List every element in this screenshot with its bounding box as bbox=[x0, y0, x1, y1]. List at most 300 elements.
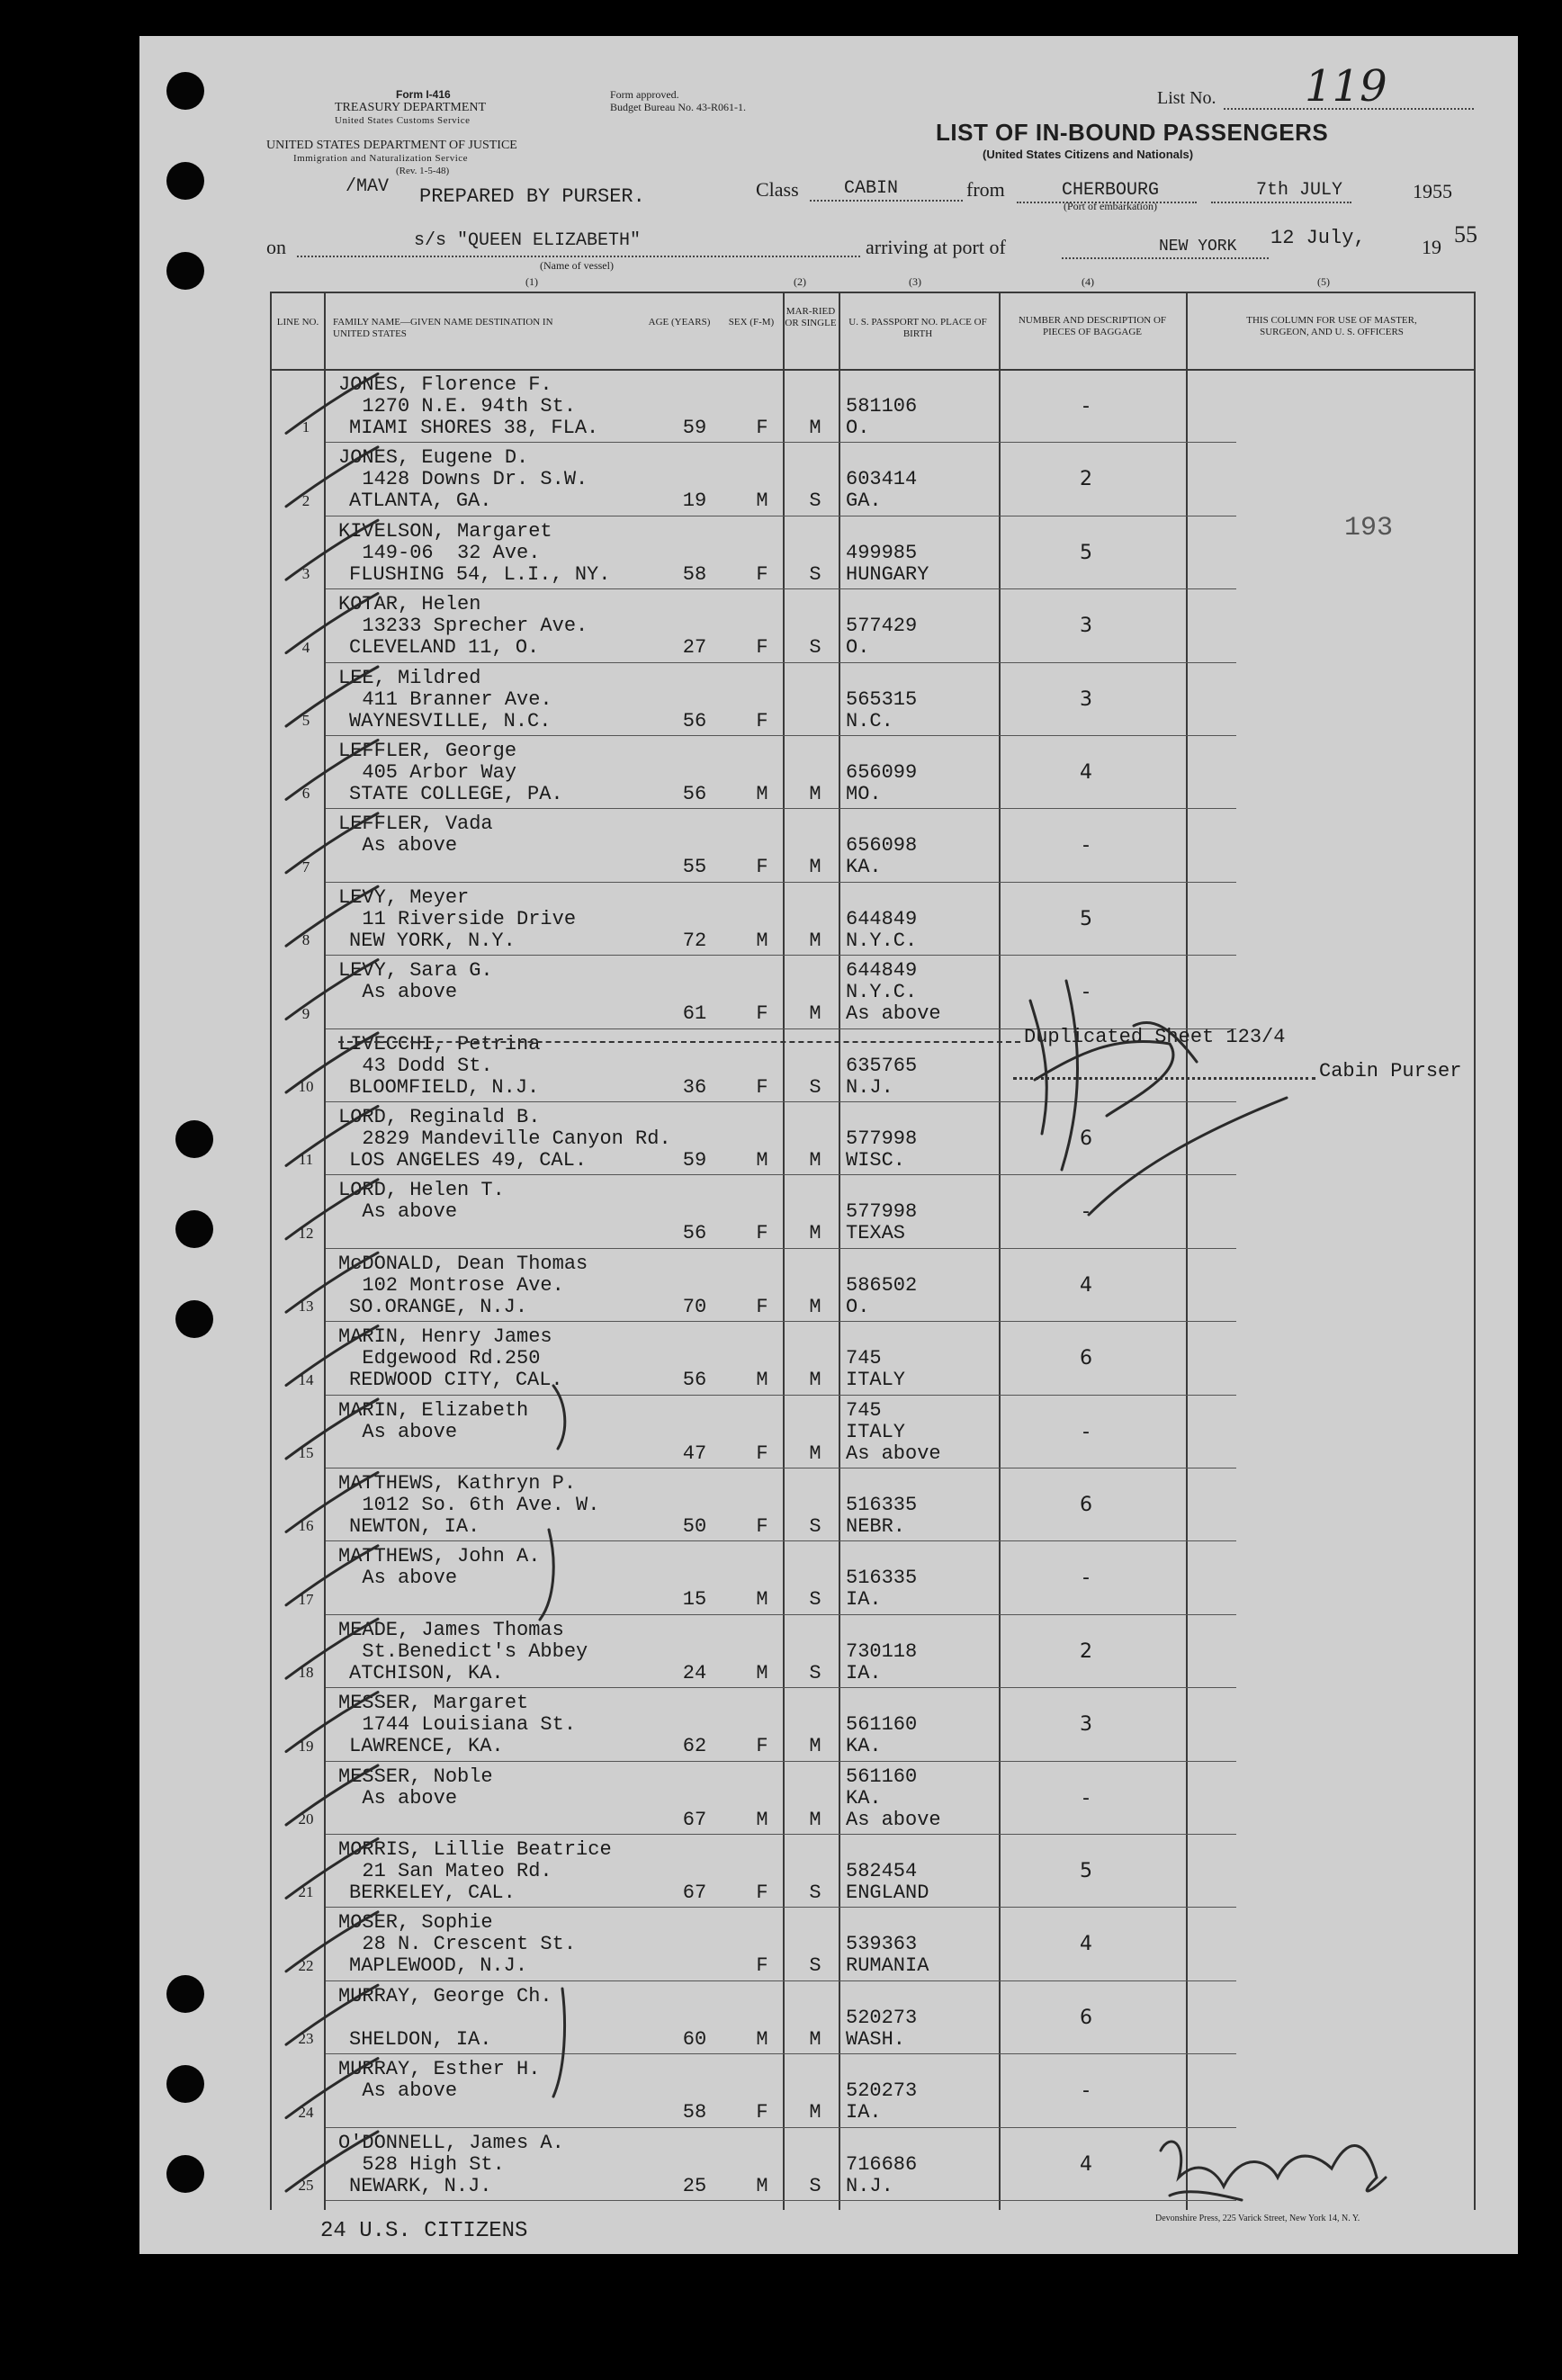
passenger-address: Edgewood Rd.250 bbox=[338, 1347, 541, 1370]
passenger-address: As above bbox=[338, 1420, 458, 1443]
baggage-cell: - bbox=[1082, 395, 1090, 418]
passport-number: 603414 bbox=[846, 468, 918, 491]
married-cell: S bbox=[809, 562, 821, 586]
line-number: 9 bbox=[301, 1004, 310, 1022]
customs-label: United States Customs Service bbox=[335, 115, 471, 126]
check-mark bbox=[286, 447, 378, 507]
header-name: FAMILY NAME—GIVEN NAME DESTINATION IN UNITED STATES bbox=[333, 317, 553, 339]
duplicate-note: Duplicated Sheet 123/4 bbox=[1024, 1025, 1286, 1048]
passport-number: 539363 bbox=[846, 1933, 918, 1956]
line-number: 8 bbox=[301, 931, 310, 949]
sex-cell: M bbox=[756, 489, 768, 513]
from-value: CHERBOURG bbox=[1062, 180, 1160, 201]
passport-number: 516335 bbox=[846, 1494, 918, 1516]
married-cell: M bbox=[809, 2027, 821, 2051]
married-cell: M bbox=[809, 1002, 821, 1026]
place-of-birth: HUNGARY bbox=[846, 562, 929, 586]
age-cell: 55 bbox=[682, 856, 707, 879]
age-cell: 56 bbox=[682, 1369, 707, 1392]
place-of-birth: WISC. bbox=[846, 1149, 906, 1172]
passenger-name: MATTHEWS, John A. bbox=[338, 1545, 541, 1568]
passenger-address: 405 Arbor Way bbox=[338, 761, 517, 784]
passport-number: 656098 bbox=[846, 834, 918, 858]
passport-number: 635765 bbox=[846, 1054, 918, 1077]
passport-number: 716686 bbox=[846, 2152, 918, 2176]
passenger-address: NEWTON, IA. bbox=[349, 1515, 480, 1538]
check-mark bbox=[286, 1912, 378, 1971]
passenger-address: As above bbox=[338, 981, 458, 1004]
list-no-value: 119 bbox=[1305, 61, 1387, 112]
line-number: 2 bbox=[301, 491, 310, 509]
line-number: 19 bbox=[298, 1737, 314, 1755]
place-of-birth: As above bbox=[846, 1441, 941, 1465]
passport-number: 499985 bbox=[846, 541, 918, 564]
passport-number: 577998 bbox=[846, 1200, 918, 1224]
column-number: (5) bbox=[1317, 275, 1330, 288]
baggage-cell: 6 bbox=[1080, 1127, 1092, 1150]
column-number: (4) bbox=[1082, 275, 1094, 288]
passenger-name: MURRAY, George Ch. bbox=[338, 1984, 552, 2007]
passenger-address: STATE COLLEGE, PA. bbox=[349, 783, 563, 805]
passenger-address: 102 Montrose Ave. bbox=[338, 1273, 564, 1297]
age-cell: 24 bbox=[682, 1661, 707, 1684]
passenger-address: REDWOOD CITY, CAL. bbox=[349, 1369, 563, 1392]
place-of-birth: NEBR. bbox=[846, 1515, 906, 1538]
passport-number: 516335 bbox=[846, 1567, 918, 1590]
sex-cell: F bbox=[756, 417, 768, 439]
passenger-name: MESSER, Margaret bbox=[338, 1692, 529, 1715]
age-cell: 56 bbox=[682, 709, 707, 732]
port-caption: (Port of embarkation) bbox=[1064, 200, 1157, 212]
passenger-name: KOTAR, Helen bbox=[338, 593, 481, 616]
check-mark bbox=[286, 520, 378, 579]
baggage-cell: - bbox=[1082, 981, 1090, 1004]
check-mark bbox=[286, 2132, 378, 2191]
passenger-address: CLEVELAND 11, O. bbox=[349, 636, 540, 660]
passport-number: 561160 bbox=[846, 1765, 918, 1788]
line-number: 5 bbox=[301, 711, 310, 729]
place-of-birth: RUMANIA bbox=[846, 1954, 929, 1978]
sex-cell: M bbox=[756, 1369, 768, 1392]
check-mark bbox=[286, 1619, 378, 1678]
age-cell: 59 bbox=[682, 417, 707, 439]
sex-cell: F bbox=[756, 1002, 768, 1026]
check-mark bbox=[286, 740, 378, 799]
baggage-cell: 3 bbox=[1080, 687, 1092, 711]
passenger-name: LEE, Mildred bbox=[338, 666, 481, 689]
check-mark bbox=[286, 2059, 378, 2118]
check-mark bbox=[286, 594, 378, 653]
baggage-cell: 4 bbox=[1080, 1933, 1092, 1956]
check-mark bbox=[286, 1472, 378, 1531]
passenger-address: 2829 Mandeville Canyon Rd. bbox=[338, 1127, 671, 1150]
column-number: (1) bbox=[525, 275, 538, 288]
place-of-birth: KA. bbox=[846, 1786, 882, 1810]
place-of-birth: MO. bbox=[846, 783, 882, 805]
age-cell: 67 bbox=[682, 1882, 707, 1904]
baggage-cell: 4 bbox=[1080, 761, 1092, 784]
line-number: 24 bbox=[298, 2103, 314, 2121]
line-number: 1 bbox=[301, 418, 310, 436]
sex-cell: F bbox=[756, 1735, 768, 1758]
place-of-birth: N.Y.C. bbox=[846, 981, 918, 1004]
passenger-name: McDONALD, Dean Thomas bbox=[338, 1252, 588, 1275]
sex-cell: F bbox=[756, 1954, 768, 1978]
header-age: AGE (YEARS) bbox=[648, 317, 711, 328]
place-of-birth: As above bbox=[846, 1808, 941, 1831]
passenger-address: 1270 N.E. 94th St. bbox=[338, 395, 577, 418]
departure-year: 1955 bbox=[1413, 180, 1452, 202]
sex-cell: M bbox=[756, 783, 768, 805]
passport-number: 581106 bbox=[846, 395, 918, 418]
line-number: 20 bbox=[298, 1810, 314, 1828]
justice-label: UNITED STATES DEPARTMENT OF JUSTICE bbox=[266, 139, 517, 152]
header-officers: THIS COLUMN FOR USE OF MASTER, SURGEON, AND U. S. OFFICERS bbox=[1246, 315, 1417, 337]
arrival-date: 12 July, bbox=[1270, 227, 1366, 249]
passenger-name: MEADE, James Thomas bbox=[338, 1618, 564, 1641]
place-of-birth: ITALY bbox=[846, 1369, 906, 1392]
sex-cell: M bbox=[756, 2027, 768, 2051]
passenger-address: St.Benedict's Abbey bbox=[338, 1639, 588, 1663]
line-number: 7 bbox=[301, 858, 310, 876]
married-cell: S bbox=[809, 1515, 821, 1538]
on-label: on bbox=[266, 236, 286, 258]
baggage-cell: 2 bbox=[1080, 1639, 1092, 1663]
passport-number: 561160 bbox=[846, 1713, 918, 1737]
treasury-label: TREASURY DEPARTMENT bbox=[335, 101, 487, 114]
passenger-address: 528 High St. bbox=[338, 2152, 505, 2176]
place-of-birth: N.J. bbox=[846, 2174, 893, 2197]
baggage-cell: - bbox=[1082, 1420, 1090, 1443]
check-mark bbox=[286, 1033, 378, 1092]
arrival-port: NEW YORK bbox=[1159, 238, 1237, 256]
check-mark bbox=[286, 1838, 378, 1898]
passenger-address: ATLANTA, GA. bbox=[349, 489, 492, 513]
married-cell: M bbox=[809, 1808, 821, 1831]
sex-cell: F bbox=[756, 1441, 768, 1465]
place-of-birth: GA. bbox=[846, 489, 882, 513]
from-label: from bbox=[966, 178, 1005, 201]
passenger-address: As above bbox=[338, 1200, 458, 1224]
check-mark bbox=[286, 1765, 378, 1825]
passenger-name: MARIN, Henry James bbox=[338, 1325, 552, 1349]
form-number: Form I-416 bbox=[396, 88, 451, 101]
line-number: 13 bbox=[298, 1298, 314, 1316]
sex-cell: F bbox=[756, 1075, 768, 1099]
baggage-cell: 5 bbox=[1080, 541, 1092, 564]
passport-number: 644849 bbox=[846, 907, 918, 930]
line-number: 15 bbox=[298, 1443, 314, 1461]
married-cell: M bbox=[809, 929, 821, 952]
purser-note: Cabin Purser bbox=[1319, 1059, 1462, 1082]
baggage-cell: 3 bbox=[1080, 1713, 1092, 1737]
departure-date: 7th JULY bbox=[1256, 180, 1343, 201]
prepared-by: PREPARED BY PURSER. bbox=[419, 185, 645, 208]
arriving-label: arriving at port of bbox=[866, 236, 1006, 258]
citizens-total: 24 U.S. CITIZENS bbox=[320, 2219, 528, 2243]
married-cell: M bbox=[809, 783, 821, 805]
married-cell: S bbox=[809, 489, 821, 513]
check-mark bbox=[286, 960, 378, 1019]
passenger-address: 1744 Louisiana St. bbox=[338, 1713, 577, 1737]
married-cell: S bbox=[809, 636, 821, 660]
married-cell: M bbox=[809, 2101, 821, 2124]
passenger-name: LEFFLER, George bbox=[338, 740, 517, 762]
age-cell: 50 bbox=[682, 1515, 707, 1538]
passenger-address: 149-06 32 Ave. bbox=[338, 541, 541, 564]
check-mark bbox=[286, 813, 378, 873]
place-of-birth: As above bbox=[846, 1002, 941, 1026]
line-number: 16 bbox=[298, 1517, 314, 1535]
married-cell: M bbox=[809, 1295, 821, 1318]
passport-number: 520273 bbox=[846, 2079, 918, 2103]
passenger-name: MATTHEWS, Kathryn P. bbox=[338, 1472, 577, 1495]
budget-bureau: Budget Bureau No. 43-R061-1. bbox=[610, 101, 746, 113]
age-cell: 56 bbox=[682, 783, 707, 805]
check-mark bbox=[286, 1106, 378, 1165]
age-cell: 61 bbox=[682, 1002, 707, 1026]
married-cell: M bbox=[809, 1222, 821, 1245]
check-mark bbox=[286, 1546, 378, 1605]
passport-number: 656099 bbox=[846, 761, 918, 784]
passenger-address: BLOOMFIELD, N.J. bbox=[349, 1075, 540, 1099]
passport-number: 745 bbox=[846, 1398, 882, 1422]
place-of-birth: N.C. bbox=[846, 709, 893, 732]
baggage-cell: 4 bbox=[1080, 1273, 1092, 1297]
revision: (Rev. 1-5-48) bbox=[396, 166, 450, 176]
passenger-address: LOS ANGELES 49, CAL. bbox=[349, 1149, 588, 1172]
passport-number: 730118 bbox=[846, 1639, 918, 1663]
place-of-birth: ITALY bbox=[846, 1420, 906, 1443]
place-of-birth: ENGLAND bbox=[846, 1882, 929, 1904]
passenger-name: O'DONNELL, James A. bbox=[338, 2131, 564, 2154]
age-cell: 72 bbox=[682, 929, 707, 952]
line-number: 23 bbox=[298, 2030, 314, 2048]
line-number: 17 bbox=[298, 1590, 314, 1608]
sex-cell: M bbox=[756, 929, 768, 952]
married-cell: S bbox=[809, 2174, 821, 2197]
line-number: 6 bbox=[301, 785, 310, 803]
age-cell: 60 bbox=[682, 2027, 707, 2051]
column-number: (2) bbox=[794, 275, 806, 288]
check-mark bbox=[286, 373, 378, 433]
married-cell: S bbox=[809, 1661, 821, 1684]
passenger-address: LAWRENCE, KA. bbox=[349, 1735, 504, 1758]
passenger-name: MESSER, Noble bbox=[338, 1765, 493, 1788]
passport-number: 644849 bbox=[846, 959, 918, 983]
vessel-name: s/s "QUEEN ELIZABETH" bbox=[414, 230, 642, 251]
vessel-caption: (Name of vessel) bbox=[540, 259, 614, 272]
place-of-birth: O. bbox=[846, 417, 870, 439]
age-cell: 47 bbox=[682, 1441, 707, 1465]
baggage-cell: 5 bbox=[1080, 1860, 1092, 1882]
passenger-name: JONES, Florence F. bbox=[338, 373, 552, 396]
check-mark bbox=[286, 1693, 378, 1752]
baggage-cell: - bbox=[1082, 1786, 1090, 1810]
passport-number: 565315 bbox=[846, 687, 918, 711]
passenger-name: MURRAY, Esther H. bbox=[338, 2058, 541, 2081]
baggage-cell: 4 bbox=[1080, 2152, 1092, 2176]
arrival-year-suffix: 55 bbox=[1454, 221, 1477, 247]
passenger-name: LIVECCHI, Petrina bbox=[338, 1032, 541, 1055]
passport-number: 582454 bbox=[846, 1860, 918, 1882]
passenger-address: As above bbox=[338, 2079, 458, 2103]
age-cell: 58 bbox=[682, 2101, 707, 2124]
passport-number: 577429 bbox=[846, 615, 918, 638]
line-number: 25 bbox=[298, 2176, 314, 2194]
age-cell: 36 bbox=[682, 1075, 707, 1099]
check-mark bbox=[286, 1399, 378, 1459]
class-label: Class bbox=[756, 178, 799, 201]
place-of-birth: O. bbox=[846, 1295, 870, 1318]
passenger-address: 411 Branner Ave. bbox=[338, 687, 552, 711]
passport-number: 520273 bbox=[846, 2006, 918, 2029]
place-of-birth: N.Y.C. bbox=[846, 929, 918, 952]
passenger-address: BERKELEY, CAL. bbox=[349, 1882, 516, 1904]
check-mark bbox=[286, 1985, 378, 2044]
sex-cell: M bbox=[756, 2174, 768, 2197]
header-line-no: LINE NO. bbox=[276, 317, 319, 328]
sex-cell: F bbox=[756, 636, 768, 660]
passenger-name: LORD, Helen T. bbox=[338, 1179, 505, 1202]
passenger-name: MOSER, Sophie bbox=[338, 1911, 493, 1935]
married-cell: S bbox=[809, 1954, 821, 1978]
age-cell: 56 bbox=[682, 1222, 707, 1245]
passport-number: 586502 bbox=[846, 1273, 918, 1297]
age-cell: 59 bbox=[682, 1149, 707, 1172]
passenger-name: MARIN, Elizabeth bbox=[338, 1398, 529, 1422]
passenger-address: 1012 So. 6th Ave. W. bbox=[338, 1494, 600, 1516]
sex-cell: F bbox=[756, 1295, 768, 1318]
sex-cell: M bbox=[756, 1661, 768, 1684]
married-cell: M bbox=[809, 856, 821, 879]
margin-number: 193 bbox=[1344, 513, 1394, 543]
baggage-cell: 6 bbox=[1080, 1347, 1092, 1370]
baggage-cell: 3 bbox=[1080, 615, 1092, 638]
baggage-cell: - bbox=[1082, 1200, 1090, 1224]
married-cell: M bbox=[809, 1369, 821, 1392]
passenger-name: LEVY, Meyer bbox=[338, 885, 470, 909]
place-of-birth: N.J. bbox=[846, 1075, 893, 1099]
line-number: 22 bbox=[298, 1956, 314, 1974]
line-number: 11 bbox=[298, 1151, 314, 1169]
passenger-address: 43 Dodd St. bbox=[338, 1054, 493, 1077]
mav-mark: /MAV bbox=[346, 176, 390, 197]
passenger-address: NEW YORK, N.Y. bbox=[349, 929, 516, 952]
check-mark bbox=[286, 886, 378, 946]
ins-label: Immigration and Naturalization Service bbox=[293, 153, 469, 164]
line-number: 21 bbox=[298, 1883, 314, 1901]
line-number: 4 bbox=[301, 638, 310, 656]
baggage-cell: 5 bbox=[1080, 907, 1092, 930]
printer-credit: Devonshire Press, 225 Varick Street, New York 14, N. Y. bbox=[1155, 2214, 1360, 2223]
place-of-birth: KA. bbox=[846, 1735, 882, 1758]
passenger-name: KIVELSON, Margaret bbox=[338, 519, 552, 543]
passenger-name: LEFFLER, Vada bbox=[338, 813, 493, 836]
line-number: 10 bbox=[298, 1077, 314, 1095]
passenger-address: NEWARK, N.J. bbox=[349, 2174, 492, 2197]
line-number: 3 bbox=[301, 565, 310, 583]
sex-cell: M bbox=[756, 1808, 768, 1831]
check-mark bbox=[286, 1180, 378, 1239]
passenger-address: As above bbox=[338, 834, 458, 858]
baggage-cell: 2 bbox=[1080, 468, 1092, 491]
passport-number: 577998 bbox=[846, 1127, 918, 1150]
passenger-address: SHELDON, IA. bbox=[349, 2027, 492, 2051]
passenger-address: 21 San Mateo Rd. bbox=[338, 1860, 552, 1882]
passenger-address: 13233 Sprecher Ave. bbox=[338, 615, 588, 638]
sex-cell: F bbox=[756, 562, 768, 586]
passenger-name: LORD, Reginald B. bbox=[338, 1106, 541, 1128]
age-cell: 62 bbox=[682, 1735, 707, 1758]
married-cell: S bbox=[809, 1075, 821, 1099]
line-number: 18 bbox=[298, 1664, 314, 1682]
check-mark bbox=[286, 1253, 378, 1312]
age-cell: 27 bbox=[682, 636, 707, 660]
passenger-address: WAYNESVILLE, N.C. bbox=[349, 709, 552, 732]
age-cell: 67 bbox=[682, 1808, 707, 1831]
passenger-name: LEVY, Sara G. bbox=[338, 959, 493, 983]
sex-cell: F bbox=[756, 2101, 768, 2124]
passenger-name: MORRIS, Lillie Beatrice bbox=[338, 1838, 612, 1861]
class-value: CABIN bbox=[844, 178, 899, 199]
married-cell: M bbox=[809, 1735, 821, 1758]
baggage-cell: - bbox=[1082, 2079, 1090, 2103]
page-title: LIST OF IN-BOUND PASSENGERS bbox=[936, 119, 1329, 146]
age-cell: 25 bbox=[682, 2174, 707, 2197]
baggage-cell: - bbox=[1082, 1567, 1090, 1590]
place-of-birth: WASH. bbox=[846, 2027, 906, 2051]
baggage-cell: - bbox=[1082, 834, 1090, 858]
passenger-address: FLUSHING 54, L.I., NY. bbox=[349, 562, 611, 586]
sex-cell: F bbox=[756, 1222, 768, 1245]
passenger-address: ATCHISON, KA. bbox=[349, 1661, 504, 1684]
sex-cell: M bbox=[756, 1149, 768, 1172]
passport-number: 745 bbox=[846, 1347, 882, 1370]
passenger-address: 1428 Downs Dr. S.W. bbox=[338, 468, 588, 491]
passenger-address: SO.ORANGE, N.J. bbox=[349, 1295, 528, 1318]
passenger-name: JONES, Eugene D. bbox=[338, 446, 529, 470]
place-of-birth: O. bbox=[846, 636, 870, 660]
line-number: 14 bbox=[298, 1370, 314, 1388]
check-mark bbox=[286, 667, 378, 726]
passenger-address: As above bbox=[338, 1567, 458, 1590]
baggage-cell: 6 bbox=[1080, 1494, 1092, 1516]
header-baggage: NUMBER AND DESCRIPTION OF PIECES OF BAGGAGE bbox=[1018, 315, 1167, 337]
sex-cell: F bbox=[756, 709, 768, 732]
line-number: 12 bbox=[298, 1224, 314, 1242]
married-cell: S bbox=[809, 1882, 821, 1904]
age-cell: 70 bbox=[682, 1295, 707, 1318]
sex-cell: F bbox=[756, 856, 768, 879]
sex-cell: M bbox=[756, 1588, 768, 1612]
column-number: (3) bbox=[909, 275, 921, 288]
passenger-address: MIAMI SHORES 38, FLA. bbox=[349, 417, 599, 439]
check-mark bbox=[286, 1326, 378, 1386]
form-approved: Form approved. bbox=[610, 88, 679, 101]
header-passport: U. S. PASSPORT NO. PLACE OF BIRTH bbox=[848, 317, 987, 339]
baggage-cell: 6 bbox=[1080, 2006, 1092, 2029]
place-of-birth: IA. bbox=[846, 2101, 882, 2124]
age-cell: 15 bbox=[682, 1588, 707, 1612]
sex-cell: F bbox=[756, 1882, 768, 1904]
header-sex: SEX (F-M) bbox=[728, 317, 775, 328]
place-of-birth: KA. bbox=[846, 856, 882, 879]
page-subtitle: (United States Citizens and Nationals) bbox=[983, 148, 1194, 161]
married-cell: M bbox=[809, 1149, 821, 1172]
place-of-birth: IA. bbox=[846, 1588, 882, 1612]
sex-cell: F bbox=[756, 1515, 768, 1538]
